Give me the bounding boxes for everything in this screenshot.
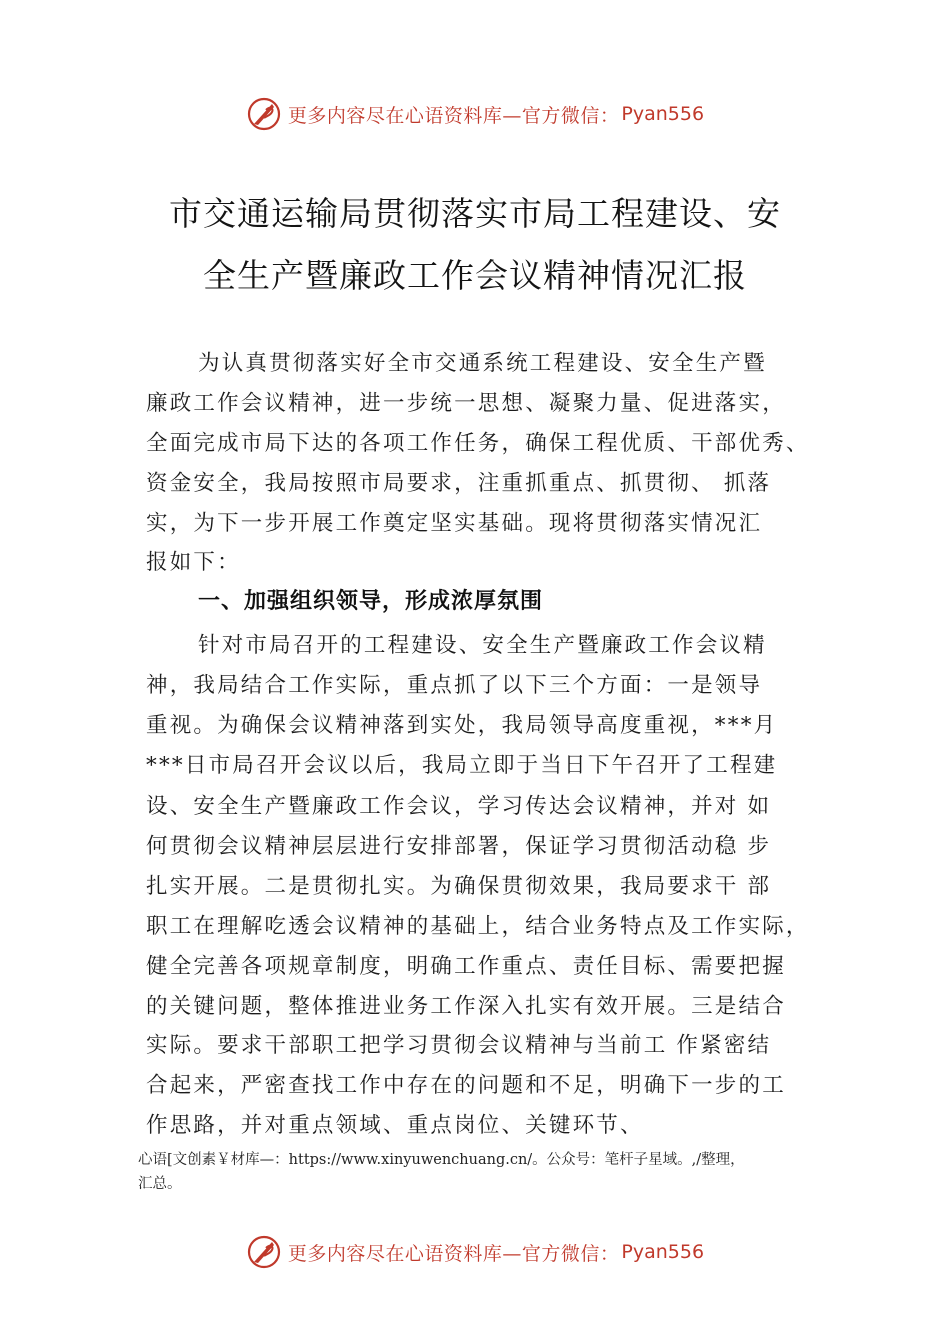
footnote-line: 汇总。 xyxy=(138,1176,182,1192)
header-banner xyxy=(0,94,950,134)
footnote-line: 心语[文创素￥材库—：https://www.xinyuwenchuang.cn/。公众号：笔杆子星域。,/整理， xyxy=(138,1152,745,1168)
quill-logo-icon xyxy=(246,96,282,132)
body-line: 的关键问题，整体推进业务工作深入扎实有效开展。三是结合 xyxy=(146,994,786,1019)
body-line: 健全完善各项规章制度，明确工作重点、责任目标、需要把握 xyxy=(146,954,786,979)
body-line: 神，我局结合工作实际，重点抓了以下三个方面：一是领导 xyxy=(146,673,763,698)
intro-line: 廉政工作会议精神，进一步统一思想、凝聚力量、促进落实， xyxy=(146,391,786,416)
body-line: 实际。要求干部职工把学习贯彻会议精神与当前工 作紧密结 xyxy=(146,1033,772,1058)
quill-logo-icon xyxy=(246,1234,282,1270)
body-line: 针对市局召开的工程建设、安全生产暨廉政工作会议精 xyxy=(198,633,767,658)
banner-text: 更多内容尽在心语资料库—官方微信： xyxy=(287,1242,620,1265)
banner-text: 更多内容尽在心语资料库—官方微信： xyxy=(287,104,620,127)
intro-line: 为认真贯彻落实好全市交通系统工程建设、安全生产暨 xyxy=(198,351,767,376)
intro-line: 资金安全，我局按照市局要求，注重抓重点、抓贯彻、 抓落 xyxy=(146,471,772,496)
intro-line: 全面完成市局下达的各项工作任务，确保工程优质、干部优秀、 xyxy=(146,431,810,456)
section-heading: 一、加强组织领导，形成浓厚氛围 xyxy=(198,589,544,614)
body-line: 合起来，严密查找工作中存在的问题和不足，明确下一步的工 xyxy=(146,1073,786,1098)
banner-account: Pyan556 xyxy=(621,1241,705,1263)
body-line: 何贯彻会议精神层层进行安排部署，保证学习贯彻活动稳 步 xyxy=(146,834,772,859)
body-line: 重视。为确保会议精神落到实处，我局领导高度重视，***月 xyxy=(146,713,778,738)
body-line: 作思路，并对重点领域、重点岗位、关键环节、 xyxy=(146,1113,644,1138)
intro-line: 报如下： xyxy=(146,550,241,575)
body-line: 职工在理解吃透会议精神的基础上，结合业务特点及工作实际， xyxy=(146,914,810,939)
intro-line: 实，为下一步开展工作奠定坚实基础。现将贯彻落实情况汇 xyxy=(146,511,763,536)
document-title-line-1: 市交通运输局贯彻落实市局工程建设、安 xyxy=(169,194,781,233)
body-line: ***日市局召开会议以后，我局立即于当日下午召开了工程建 xyxy=(146,753,778,778)
banner-account: Pyan556 xyxy=(621,103,705,125)
body-line: 扎实开展。二是贯彻扎实。为确保贯彻效果，我局要求干 部 xyxy=(146,874,772,899)
document-title-line-2: 全生产暨廉政工作会议精神情况汇报 xyxy=(203,256,747,295)
body-line: 设、安全生产暨廉政工作会议，学习传达会议精神，并对 如 xyxy=(146,794,772,819)
footer-banner xyxy=(0,1232,950,1272)
